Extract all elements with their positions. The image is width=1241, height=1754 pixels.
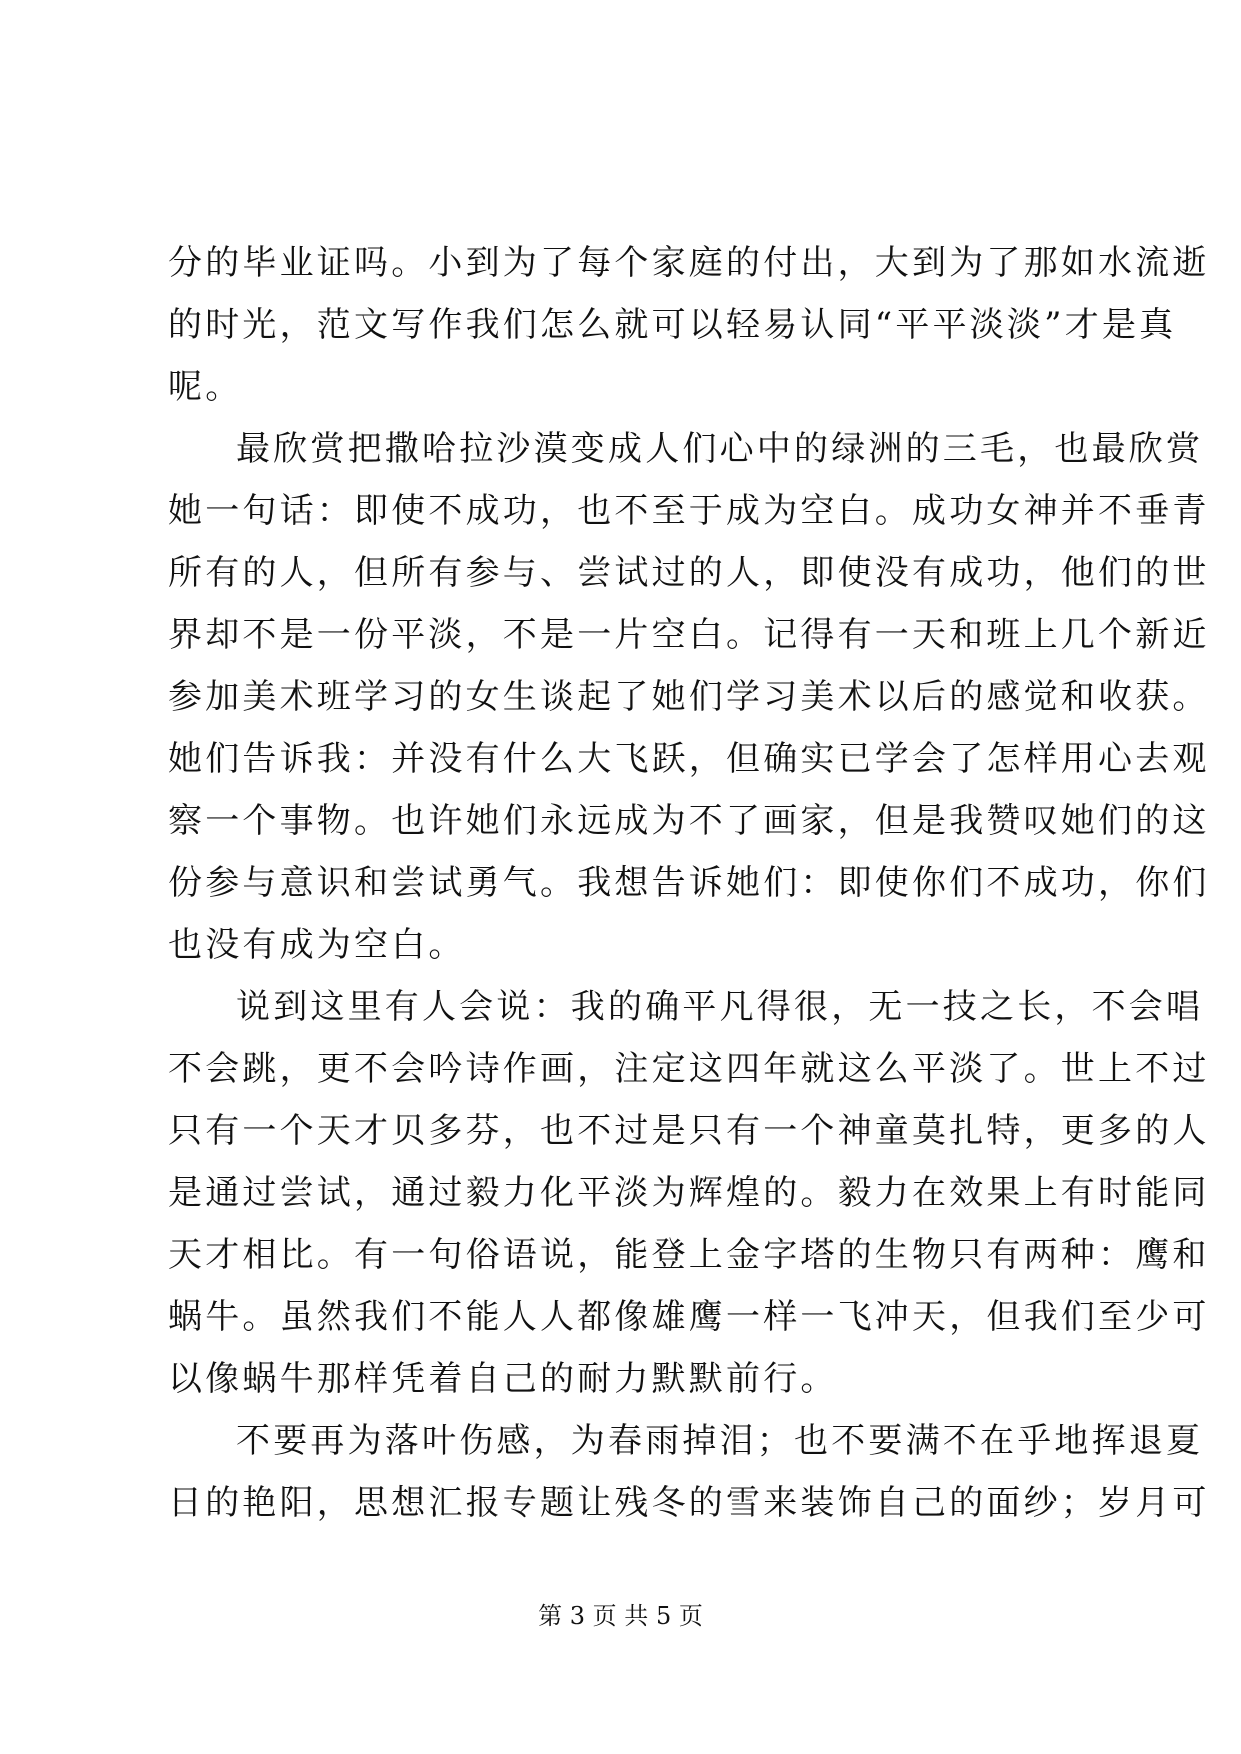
page-footer <box>0 1600 1241 1632</box>
text-line: 日的艳阳，思想汇报专题让残冬的雪来装饰自己的面纱；岁月可 <box>168 1483 1210 1523</box>
text-line: 界却不是一份平淡，不是一片空白。记得有一天和班上几个新近 <box>168 615 1210 655</box>
paragraph-first-line: 说到这里有人会说：我的确平凡得很，无一技之长，不会唱 <box>236 987 1204 1027</box>
paragraph-first-line: 最欣赏把撒哈拉沙漠变成人们心中的绿洲的三毛，也最欣赏 <box>236 429 1204 469</box>
text-line: 参加美术班学习的女生谈起了她们学习美术以后的感觉和收获。 <box>168 677 1210 717</box>
text-line: 呢。 <box>168 367 243 407</box>
text-line: 也没有成为空白。 <box>168 925 466 965</box>
text-line: 的时光，范文写作我们怎么就可以轻易认同“平平淡淡”才是真 <box>168 305 1177 345</box>
text-line: 只有一个天才贝多芬，也不过是只有一个神童莫扎特，更多的人 <box>168 1111 1210 1151</box>
text-line: 不会跳，更不会吟诗作画，注定这四年就这么平淡了。世上不过 <box>168 1049 1210 1089</box>
text-line: 她一句话：即使不成功，也不至于成为空白。成功女神并不垂青 <box>168 491 1210 531</box>
text-line: 以像蜗牛那样凭着自己的耐力默默前行。 <box>168 1359 838 1399</box>
paragraph-first-line: 不要再为落叶伤感，为春雨掉泪；也不要满不在乎地挥退夏 <box>236 1421 1204 1461</box>
text-line: 份参与意识和尝试勇气。我想告诉她们：即使你们不成功，你们 <box>168 863 1210 903</box>
body-text <box>168 232 1210 1534</box>
text-line: 是通过尝试，通过毅力化平淡为辉煌的。毅力在效果上有时能同 <box>168 1173 1210 1213</box>
page-number-label: 第 3 页 共 5 页 <box>538 1602 703 1630</box>
text-line: 天才相比。有一句俗语说，能登上金字塔的生物只有两种：鹰和 <box>168 1235 1210 1275</box>
text-line: 所有的人，但所有参与、尝试过的人，即使没有成功，他们的世 <box>168 553 1210 593</box>
text-line: 分的毕业证吗。小到为了每个家庭的付出，大到为了那如水流逝 <box>168 243 1210 283</box>
text-line: 察一个事物。也许她们永远成为不了画家，但是我赞叹她们的这 <box>168 801 1210 841</box>
text-line: 蜗牛。虽然我们不能人人都像雄鹰一样一飞冲天，但我们至少可 <box>168 1297 1210 1337</box>
text-line: 她们告诉我：并没有什么大飞跃，但确实已学会了怎样用心去观 <box>168 739 1210 779</box>
